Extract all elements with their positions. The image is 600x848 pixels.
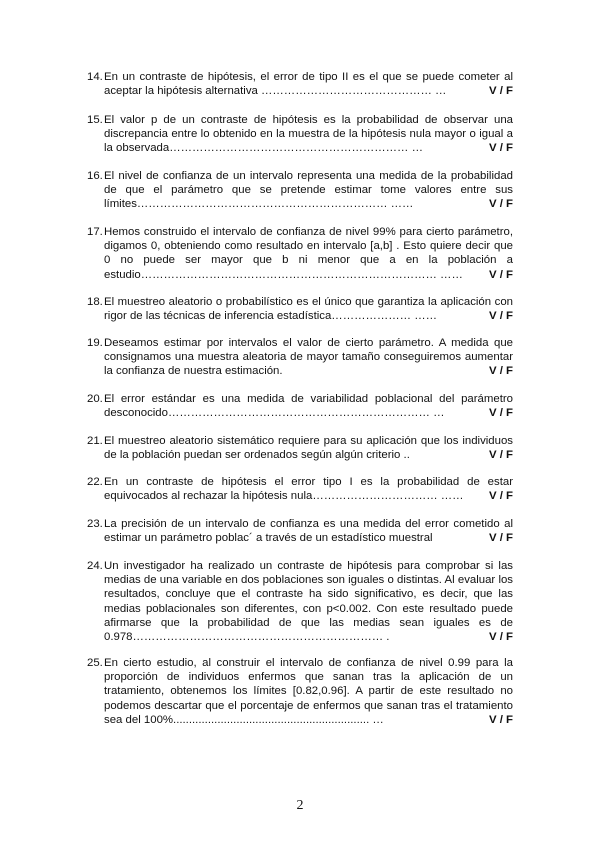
question-text: El valor p de un contraste de hipótesis es la probabilidad de observar una discrepancia entre lo obtenido en la muestra de la hipótesis nula mayor o igual a la observada……………………………………………………… … — [104, 114, 513, 155]
question-number: 17. — [87, 226, 103, 238]
question-number: 22. — [87, 476, 103, 488]
question-16 — [87, 169, 513, 212]
question-number: 15. — [87, 114, 103, 126]
question-text: El error estándar es una medida de variabilidad poblacional del parámetro desconocido…………………………………………………………… … — [104, 393, 513, 420]
question-number: 24. — [87, 560, 103, 572]
true-false-marker: V / F — [488, 490, 513, 503]
question-text: El muestreo aleatorio sistemático requiere para su aplicación que los individuos de la población puedan ser ordenados según algún criterio .. — [104, 435, 513, 462]
question-18 — [87, 295, 513, 323]
true-false-marker: V / F — [488, 365, 513, 378]
page-number: 2 — [296, 798, 304, 813]
question-number: 21. — [87, 435, 103, 447]
true-false-marker: V / F — [488, 407, 513, 420]
question-22 — [87, 475, 513, 503]
question-14 — [87, 70, 513, 98]
question-23 — [87, 517, 513, 545]
question-text: Hemos construido el intervalo de confianza de nivel 99% para cierto parámetro, digamos 0, obteniendo como resultado en intervalo [a,b] . Esto quiere decir que 0 no puede ser mayor que b ni menor que a en la población a estudio…………………………………………………………………… …… — [104, 226, 513, 281]
question-text: En un contraste de hipótesis el error tipo I es la probabilidad de estar equivocados al rechazar la hipótesis nula…………………………… …… — [104, 476, 513, 503]
question-number: 16. — [87, 170, 103, 182]
question-number: 18. — [87, 296, 103, 308]
true-false-marker: V / F — [488, 198, 513, 211]
question-number: 14. — [87, 71, 103, 83]
question-number: 25. — [87, 657, 103, 669]
question-text: Deseamos estimar por intervalos el valor de cierto parámetro. A medida que consignamos una muestra aleatoria de mayor tamaño conseguiremos aumentar la confianza de nuestra estimación. — [104, 337, 513, 378]
question-15 — [87, 113, 513, 156]
question-text: En un contraste de hipótesis, el error de tipo II es el que se puede cometer al aceptar la hipótesis alternativa ……………………………………… … — [104, 71, 513, 98]
question-19 — [87, 336, 513, 379]
question-25 — [87, 656, 513, 727]
question-text: En cierto estudio, al construir el intervalo de confianza de nivel 0.99 para la proporción de individuos enfermos que sanan tras la aplicación de un tratamiento, obtenemos los límites [0.82,0.96]. A partir de este resultado no podemos descartar que el porcentaje de enfermos que sanan tras el tratamiento sea del 100%.............................................................. … — [104, 657, 513, 726]
question-20 — [87, 392, 513, 420]
true-false-marker: V / F — [488, 631, 513, 644]
question-number: 19. — [87, 337, 103, 349]
question-text: El nivel de confianza de un intervalo representa una medida de la probabilidad de que el parámetro que se pretende estimar tome valores entre sus límites………………………………………………………… …… — [104, 170, 513, 211]
true-false-marker: V / F — [488, 532, 513, 545]
true-false-marker: V / F — [488, 449, 513, 462]
true-false-marker: V / F — [488, 713, 513, 726]
question-text: La precisión de un intervalo de confianza es una medida del error cometido al estimar un parámetro poblac´ a través de un estadístico muestral — [104, 518, 513, 545]
question-text: Un investigador ha realizado un contraste de hipótesis para comprobar si las medias de una variable en dos poblaciones son iguales o distintas. Al evaluar los resultados, concluye que el contraste ha sido significativo, es decir, que las medias poblacionales son diferentes, con p<0.002. Con este resultado puede afirmarse que la probabilidad de que las medias sean iguales es de 0.978………………………………………………………… . — [104, 560, 513, 644]
true-false-marker: V / F — [488, 142, 513, 155]
question-17 — [87, 225, 513, 282]
question-text: El muestreo aleatorio o probabilístico es el único que garantiza la aplicación con rigor de las técnicas de inferencia estadística………………… …… — [104, 296, 513, 323]
true-false-marker: V / F — [488, 268, 513, 281]
question-24 — [87, 559, 513, 644]
question-number: 23. — [87, 518, 103, 530]
question-21 — [87, 434, 513, 462]
question-number: 20. — [87, 393, 103, 405]
true-false-marker: V / F — [488, 310, 513, 323]
true-false-marker: V / F — [488, 85, 513, 98]
